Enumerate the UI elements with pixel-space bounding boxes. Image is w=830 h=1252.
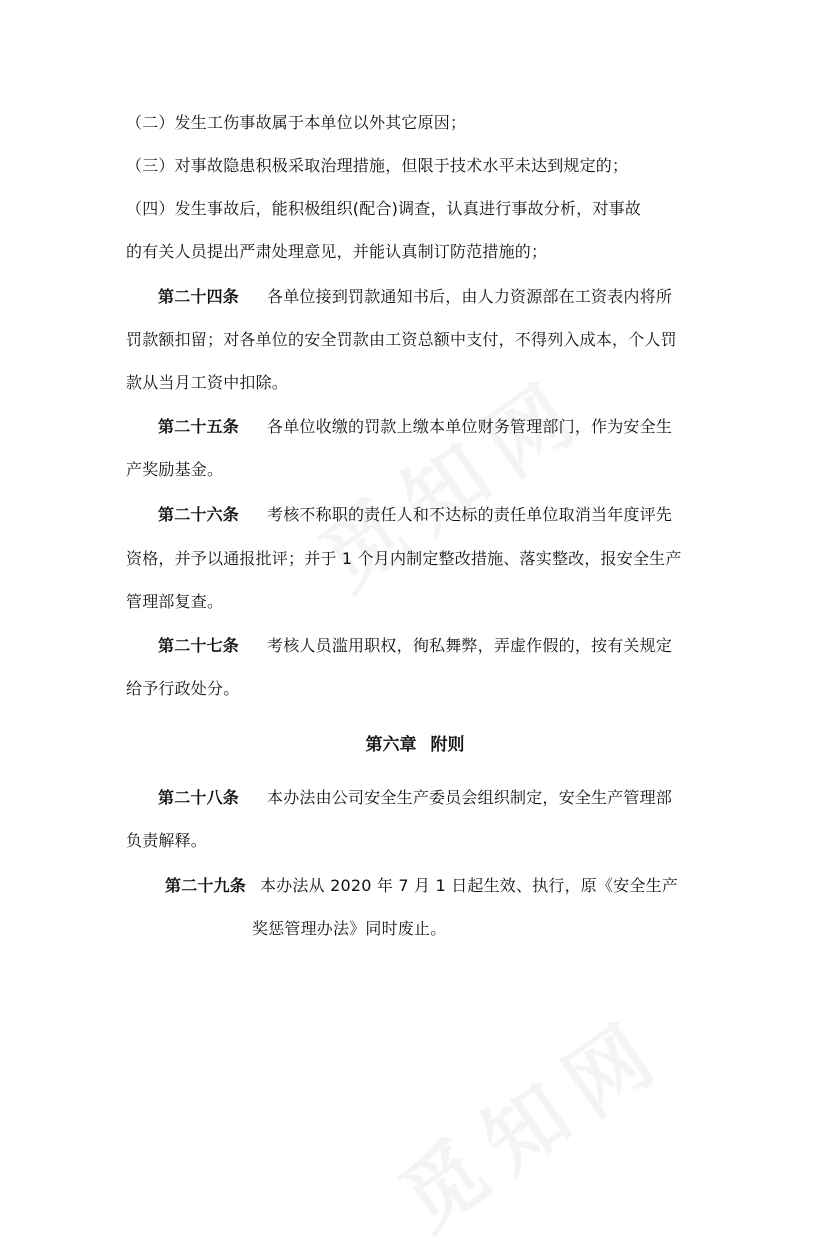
item-2: （二）发生工伤事故属于本单位以外其它原因； <box>126 113 467 132</box>
article-text: 考核不称职的责任人和不达标的责任单位取消当年度评先 <box>267 505 673 524</box>
watermark <box>374 985 687 1252</box>
article-24-line2: 罚款额扣留；对各单位的安全罚款由工资总额中支付，不得列入成本，个人罚 <box>126 330 677 349</box>
article-28-line1 <box>158 787 672 809</box>
article-26-line2: 资格，并予以通报批评；并于 1 个月内制定整改措施、落实整改，报安全生产 <box>126 549 682 568</box>
article-26-line1 <box>158 504 672 526</box>
article-label: 第二十八条 <box>158 788 240 807</box>
article-text: 本办法由公司安全生产委员会组织制定，安全生产管理部 <box>267 788 673 807</box>
article-27-line1 <box>158 635 672 657</box>
article-25-line1 <box>158 416 672 438</box>
chapter-number: 第六章 <box>365 735 417 755</box>
article-24-line1 <box>158 286 672 308</box>
item-4-line1: （四）发生事故后，能积极组织(配合)调查，认真进行事故分析，对事故 <box>126 199 642 218</box>
chapter-name: 附则 <box>430 735 465 755</box>
article-26-line3: 管理部复查。 <box>126 592 224 611</box>
article-29-line2: 奖惩管理办法》同时废止。 <box>252 919 447 938</box>
item-4-line2: 的有关人员提出严肃处理意见，并能认真制订防范措施的； <box>126 242 548 261</box>
article-label: 第二十六条 <box>158 505 240 524</box>
article-label: 第二十七条 <box>158 636 240 655</box>
article-25-line2: 产奖励基金。 <box>126 460 224 479</box>
chapter-heading <box>0 734 830 756</box>
article-text: 本办法从 2020 年 7 月 1 日起生效、执行，原《安全生产 <box>260 876 679 895</box>
article-text: 考核人员滥用职权，徇私舞弊，弄虚作假的，按有关规定 <box>267 636 673 655</box>
item-3: （三）对事故隐患积极采取治理措施，但限于技术水平未达到规定的； <box>126 156 629 175</box>
article-text: 各单位收缴的罚款上缴本单位财务管理部门，作为安全生 <box>267 417 673 436</box>
article-27-line2: 给予行政处分。 <box>126 679 240 698</box>
article-label: 第二十四条 <box>158 287 240 306</box>
article-label: 第二十九条 <box>165 876 247 895</box>
article-29-line1 <box>165 875 678 897</box>
article-28-line2: 负责解释。 <box>126 831 208 850</box>
watermark <box>294 345 607 613</box>
article-label: 第二十五条 <box>158 417 240 436</box>
article-24-line3: 款从当月工资中扣除。 <box>126 373 289 392</box>
article-text: 各单位接到罚款通知书后，由人力资源部在工资表内将所 <box>267 287 673 306</box>
